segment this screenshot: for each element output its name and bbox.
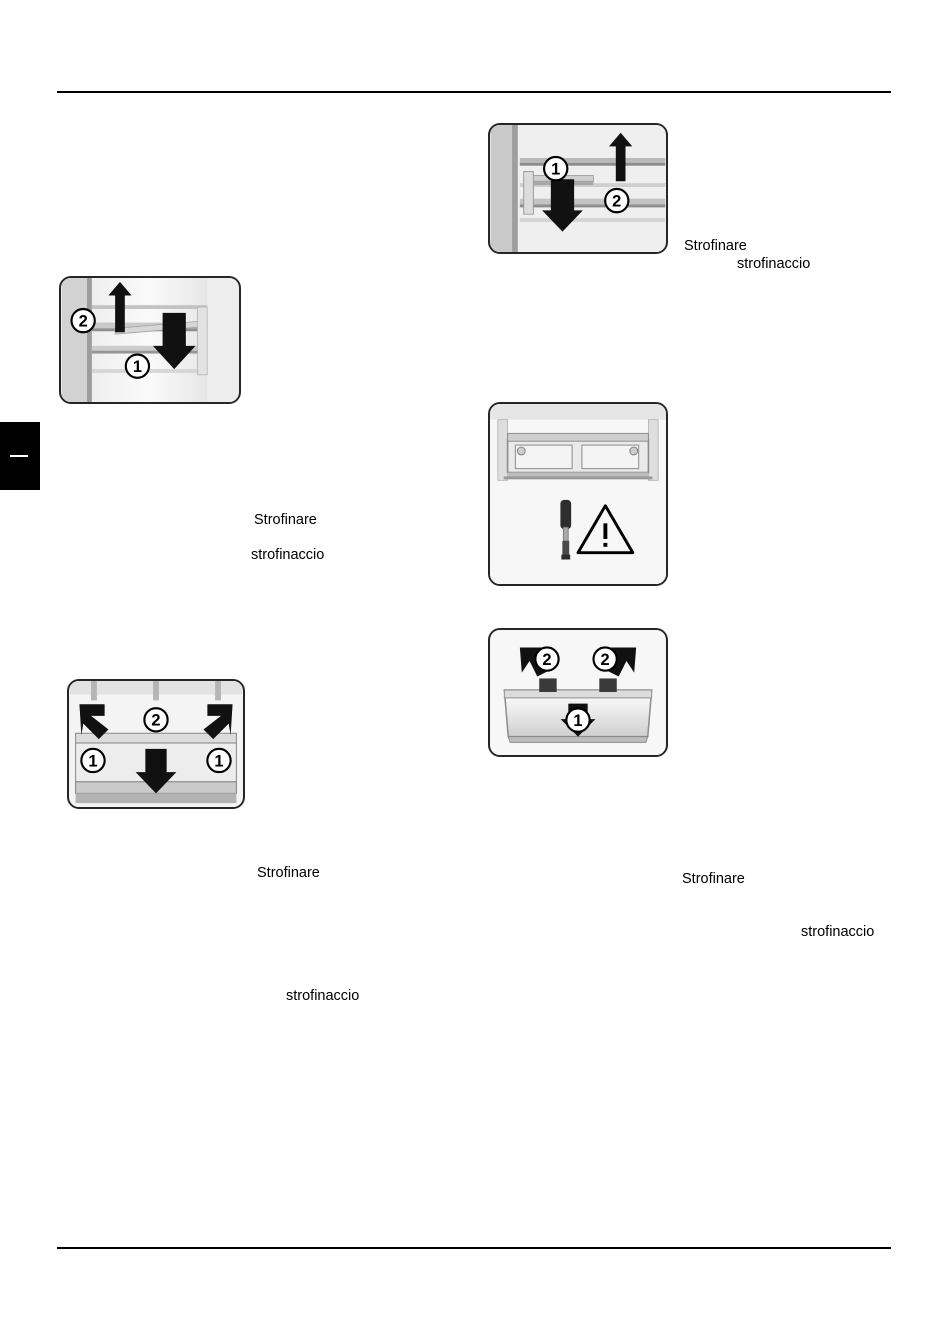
badge-2	[72, 309, 95, 332]
svg-text:2: 2	[612, 192, 622, 211]
footer-rule	[57, 1247, 891, 1249]
badge-1-left	[81, 749, 104, 772]
side-tab-dash	[10, 455, 28, 457]
badge-1	[126, 355, 149, 378]
figure-drawer-front-removal-left	[67, 679, 245, 809]
badge-1	[566, 708, 589, 731]
svg-text:1: 1	[573, 712, 583, 731]
badge-2	[605, 189, 628, 212]
caption-strofinare-lower-right: Strofinare	[682, 871, 745, 887]
svg-text:1: 1	[132, 358, 142, 377]
caption-strofinare-top-right: Strofinare	[684, 238, 747, 254]
figure-shelf-removal-top-right	[488, 123, 668, 254]
badge-1-right	[207, 749, 230, 772]
svg-text:1: 1	[551, 160, 561, 179]
figure-shelf-removal-left	[59, 276, 241, 404]
caption-strofinaccio-lower-left: strofinaccio	[286, 988, 360, 1004]
caption-strofinaccio-top-right: strofinaccio	[737, 256, 811, 272]
badge-2-right	[594, 647, 617, 670]
caption-strofinaccio-left: strofinaccio	[251, 547, 325, 563]
svg-text:2: 2	[542, 651, 552, 670]
svg-text:2: 2	[600, 651, 610, 670]
svg-text:1: 1	[214, 752, 224, 771]
figure-drawer-lift-right	[488, 628, 668, 757]
caption-strofinare-lower-left: Strofinare	[257, 865, 320, 881]
badge-2	[144, 708, 167, 731]
page-side-tab	[0, 422, 40, 490]
caption-strofinaccio-lower-right: strofinaccio	[801, 924, 875, 940]
badge-1	[544, 157, 567, 180]
figure-drawer-rail-screwdriver	[488, 402, 668, 586]
header-rule	[57, 91, 891, 93]
svg-text:2: 2	[78, 312, 88, 331]
svg-text:2: 2	[151, 711, 161, 730]
caption-strofinare-left: Strofinare	[254, 512, 317, 528]
badge-2-left	[535, 647, 558, 670]
svg-text:1: 1	[88, 752, 98, 771]
